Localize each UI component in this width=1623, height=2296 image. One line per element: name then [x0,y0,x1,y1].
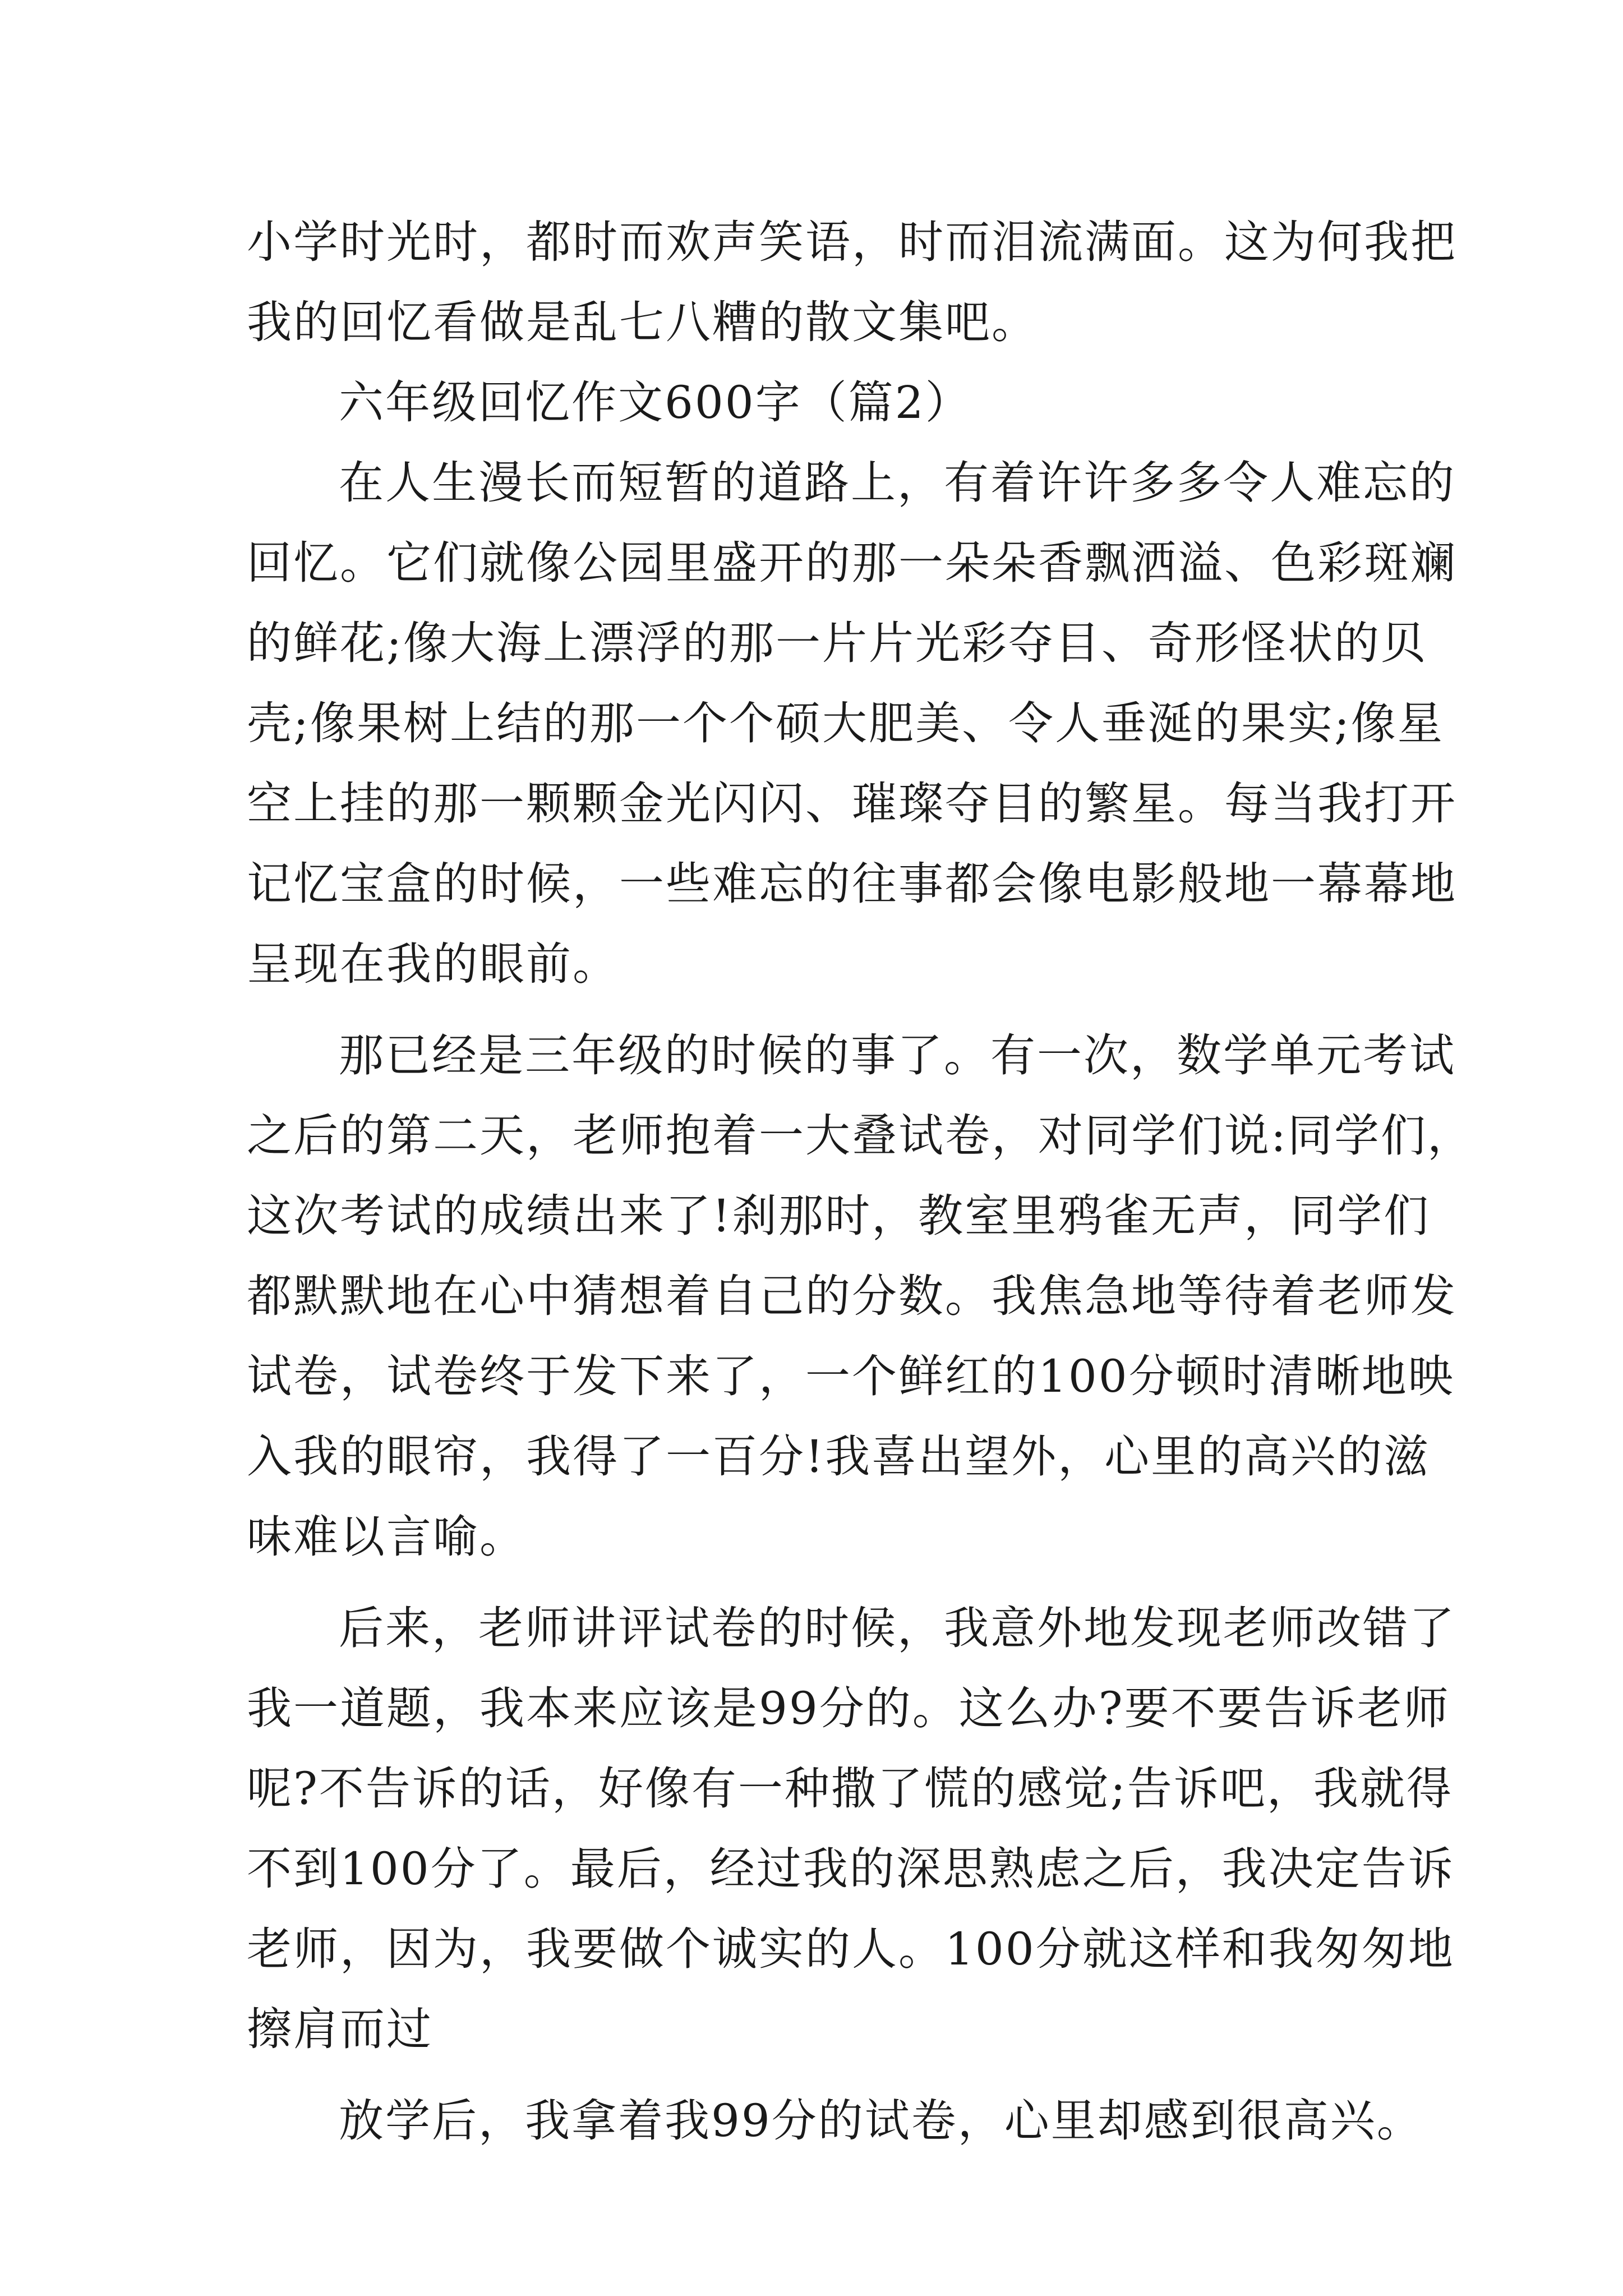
text-line: 之后的第二天，老师抱着一大叠试卷，对同学们说:同学们， [247,1110,1474,1162]
text-line: 不到100分了。最后，经过我的深思熟虑之后，我决定告诉 [247,1843,1455,1895]
text-line: 壳;像果树上结的那一个个硕大肥美、令人垂涎的果实;像星 [247,697,1444,749]
paragraph-gap [247,1004,1385,1015]
text-line: 空上挂的那一颗颗金光闪闪、璀璨夺目的繁星。每当我打开 [247,777,1457,830]
text-line: 小学时光时，都时而欢声笑语，时而泪流满面。这为何我把 [247,216,1457,268]
text-line: 都默默地在心中猜想着自己的分数。我焦急地等待着老师发 [247,1270,1457,1322]
document-body [247,202,1474,2161]
paragraph-gap [247,2069,1385,2081]
text-line: 呢?不告诉的话，好像有一种撒了慌的感觉;告诉吧，我就得 [247,1763,1453,1815]
text-line: 我的回忆看做是乱七八糟的散文集吧。 [247,296,1038,348]
text-line: 记忆宝盒的时候，一些难忘的往事都会像电影般地一幕幕地 [247,858,1457,910]
text-line: 入我的眼帘，我得了一百分!我喜出望外，心里的高兴的滋 [247,1430,1431,1483]
text-line: 回忆。它们就像公园里盛开的那一朵朵香飘洒溢、色彩斑斓 [247,537,1457,589]
text-line: 的鲜花;像大海上漂浮的那一片片光彩夺目、奇形怪状的贝 [247,617,1427,669]
section-heading: 六年级回忆作文600字（篇2） [339,376,972,429]
text-line: 味难以言喻。 [247,1511,526,1563]
text-line: 我一道题，我本来应该是99分的。这么办?要不要告诉老师 [247,1682,1450,1734]
paragraph-gap [247,1577,1385,1588]
text-line: 放学后，我拿着我99分的试卷，心里却感到很高兴。 [339,2095,1423,2147]
text-line: 那已经是三年级的时候的事了。有一次，数学单元考试 [339,1029,1456,1082]
text-line: 试卷，试卷终于发下来了，一个鲜红的100分顿时清晰地映 [247,1350,1455,1402]
text-line: 后来，老师讲评试卷的时候，我意外地发现老师改错了 [339,1602,1456,1654]
text-line: 呈现在我的眼前。 [247,938,619,990]
text-line: 在人生漫长而短暂的道路上，有着许许多多令人难忘的 [339,457,1456,509]
text-line: 老师，因为，我要做个诚实的人。100分就这样和我匆匆地 [247,1923,1455,1975]
text-line: 擦肩而过 [247,2003,433,2055]
text-line: 这次考试的成绩出来了!刹那时，教室里鸦雀无声，同学们 [247,1190,1431,1242]
